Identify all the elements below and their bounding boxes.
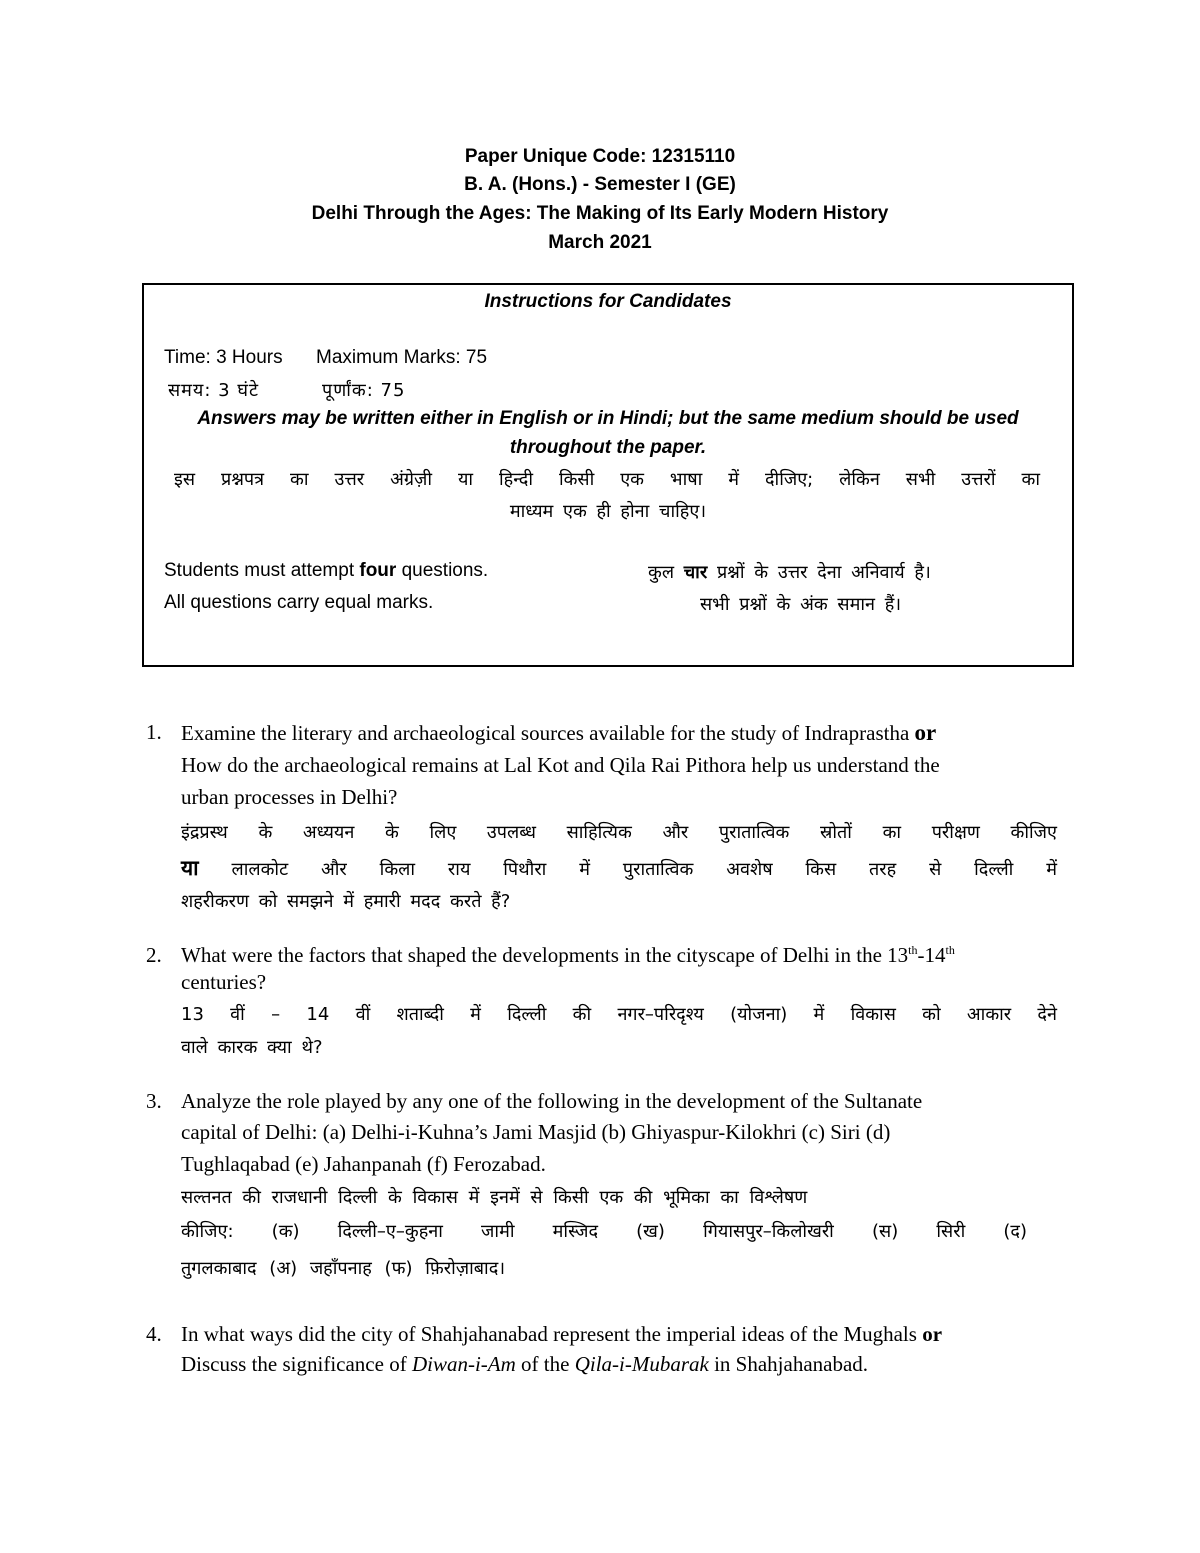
attempt-note-pre: Students must attempt [164,560,360,581]
max-marks: Maximum Marks: 75 [316,347,488,368]
diwan-i-am-term: Diwan-i-Am [411,1352,516,1376]
paper-title: Delhi Through the Ages: The Making of Its Early Modern History [311,203,889,224]
question-2-hindi-line-1: 13 वीं – 14 वीं शताब्दी में दिल्ली की नगर–परिदृश्य (योजना) में विकास को आकार देने [181,1004,1057,1025]
question-1-or: or [914,720,937,745]
question-3-line-1: Analyze the role played by any one of the following in the development of the Sultanate [181,1089,923,1113]
paper-code: Paper Unique Code: 12315110 [464,146,736,167]
question-1-hindi-line-1: इंद्रप्रस्थ के अध्ययन के लिए उपलब्ध साहित्यिक और पुरातात्विक स्रोतों का परीक्षण कीजिए [181,822,1057,843]
question-number: 2. [146,943,162,967]
question-2-hindi-line-2: वाले कारक क्या थे? [181,1037,323,1058]
medium-note-hindi-line-2: माध्यम एक ही होना चाहिए। [509,501,707,522]
question-2-sup-2: th [945,943,955,957]
question-1-or-hindi: या [181,856,199,880]
attempt-note-hindi-pre: कुल [648,562,684,583]
time-limit: Time: 3 Hours [164,347,283,368]
question-1-hindi-text-2: लालकोट और किला राय पिथौरा में पुरातात्विक अवशेष किस तरह से दिल्ली में [198,859,1057,880]
question-2-line-2: centuries? [181,970,267,994]
question-4-text-2b: of the [515,1352,575,1376]
question-4-or: or [922,1322,943,1346]
attempt-note [164,560,488,582]
question-3-hindi-line-2: कीजिए: (क) दिल्ली–ए–कुहना जामी मस्जिद (ख) गियासपुर–किलोखरी (स) सिरी (द) [181,1221,1027,1242]
question-2-sup-1: th [908,943,918,957]
attempt-count-hindi: चार [683,562,708,583]
question-1-text-1: Examine the literary and archaeological sources available for the study of Indraprastha [181,721,915,745]
question-number: 3. [146,1089,162,1113]
question-2-text-1b: -14 [917,943,946,967]
qila-i-mubarak-term: Qila-i-Mubarak [574,1352,709,1376]
question-1-hindi-line-2 [181,854,1057,882]
question-1-line-1 [181,720,936,746]
question-4-line-2 [181,1352,868,1377]
attempt-note-hindi [648,560,931,584]
medium-note-hindi-line-1: इस प्रश्नपत्र का उत्तर अंग्रेज़ी या हिन्दी किसी एक भाषा में दीजिए; लेकिन सभी उत्तरों का [174,469,1040,490]
attempt-note-post: questions. [396,560,489,581]
attempt-note-hindi-post: प्रश्नों के उत्तर देना अनिवार्य है। [707,562,931,583]
attempt-count: four [359,560,397,581]
question-3-line-3: Tughlaqabad (e) Jahanpanah (f) Ferozabad. [181,1152,546,1176]
question-4-text-2c: in Shahjahanabad. [708,1352,869,1376]
time-limit-hindi: समय: 3 घंटे [168,380,260,401]
equal-marks-note: All questions carry equal marks. [164,592,434,613]
medium-note-line-2: throughout the paper. [509,437,707,458]
question-3-hindi-line-1: सल्तनत की राजधानी दिल्ली के विकास में इनमें से किसी एक की भूमिका का विश्लेषण [181,1187,808,1208]
question-4-text-1: In what ways did the city of Shahjahanabad represent the imperial ideas of the Mughals [181,1322,923,1346]
question-4-line-1 [181,1322,942,1347]
max-marks-hindi: पूर्णांक: 75 [322,380,406,401]
question-3-hindi-line-3: तुगलकाबाद (अ) जहाँपनाह (फ) फ़िरोज़ाबाद। [181,1258,506,1279]
question-1-line-3: urban processes in Delhi? [181,785,398,809]
question-1-hindi-line-3: शहरीकरण को समझने में हमारी मदद करते हैं? [181,891,511,912]
exam-date: March 2021 [548,232,652,253]
question-number: 4. [146,1322,162,1346]
instructions-title: Instructions for Candidates [484,291,732,312]
question-number: 1. [146,720,162,744]
question-2-line-1 [181,943,955,968]
course-name: B. A. (Hons.) - Semester I (GE) [464,174,736,195]
question-1-line-2: How do the archaeological remains at Lal Kot and Qila Rai Pithora help us understand the [181,753,940,777]
question-4-text-2a: Discuss the significance of [181,1352,412,1376]
medium-note-line-1: Answers may be written either in English or in Hindi; but the same medium should be used [197,408,1019,429]
question-3-line-2: capital of Delhi: (a) Delhi-i-Kuhna’s Jami Masjid (b) Ghiyaspur-Kilokhri (c) Siri (d) [181,1120,891,1144]
equal-marks-note-hindi: सभी प्रश्नों के अंक समान हैं। [700,594,902,615]
question-2-text-1a: What were the factors that shaped the developments in the cityscape of Delhi in the 13 [181,943,909,967]
